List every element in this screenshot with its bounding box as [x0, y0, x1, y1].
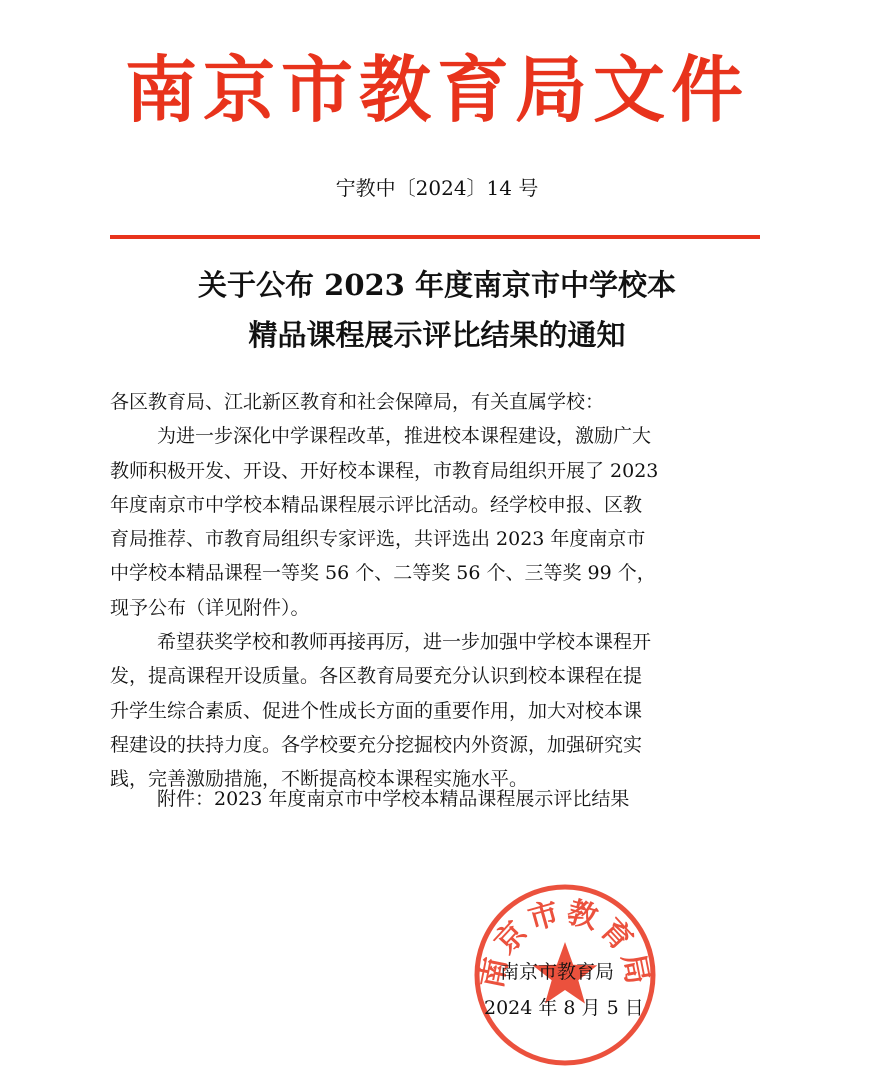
- seal-text-path: 南京市教育局: [474, 894, 656, 992]
- document-number: 宁教中〔2024〕14 号: [335, 176, 539, 200]
- document-header-title: 南京市教育局文件: [124, 47, 749, 132]
- paragraph-2-line: 升学生综合素质、促进个性成长方面的重要作用，加大对校本课: [110, 699, 643, 722]
- paragraph-2-line: 发，提高课程开设质量。各区教育局要充分认识到校本课程在提: [110, 665, 643, 688]
- paragraph-2-line: 程建设的扶持力度。各学校要充分挖掘校内外资源，加强研究实: [110, 733, 643, 756]
- paragraph-1-line: 育局推荐、市教育局组织专家评选，共评选出 2023 年度南京市: [110, 528, 646, 551]
- paragraph-1-line: 中学校本精品课程一等奖 56 个、二等奖 56 个、三等奖 99 个，: [110, 562, 656, 585]
- red-divider-rule: [110, 235, 760, 239]
- paragraph-1-line: 年度南京市中学校本精品课程展示评比活动。经学校申报、区教: [110, 493, 643, 516]
- signing-organization: 南京市教育局: [500, 961, 615, 983]
- attachment-line: 附件：2023 年度南京市中学校本精品课程展示评比结果: [157, 788, 630, 810]
- signing-date: 2024 年 8 月 5 日: [484, 997, 644, 1019]
- notice-title-line-1: 关于公布 2023 年度南京市中学校本: [198, 268, 676, 302]
- notice-body: [110, 385, 765, 797]
- addressee-line: 各区教育局、江北新区教育和社会保障局，有关直属学校：: [110, 391, 605, 413]
- notice-title-line-2: 精品课程展示评比结果的通知: [248, 318, 626, 352]
- notice-title: [0, 262, 874, 358]
- paragraph-1-line: 为进一步深化中学课程改革，推进校本课程建设，激励广大: [157, 425, 652, 448]
- paragraph-1-line: 现予公布（详见附件）。: [110, 596, 310, 619]
- paragraph-1-line: 教师积极开发、开设、开好校本课程，市教育局组织开展了 2023: [110, 459, 659, 482]
- paragraph-2-line: 践，完善激励措施，不断提高校本课程实施水平。: [110, 768, 529, 791]
- paragraph-2-line: 希望获奖学校和教师再接再厉，进一步加强中学校本课程开: [157, 631, 652, 654]
